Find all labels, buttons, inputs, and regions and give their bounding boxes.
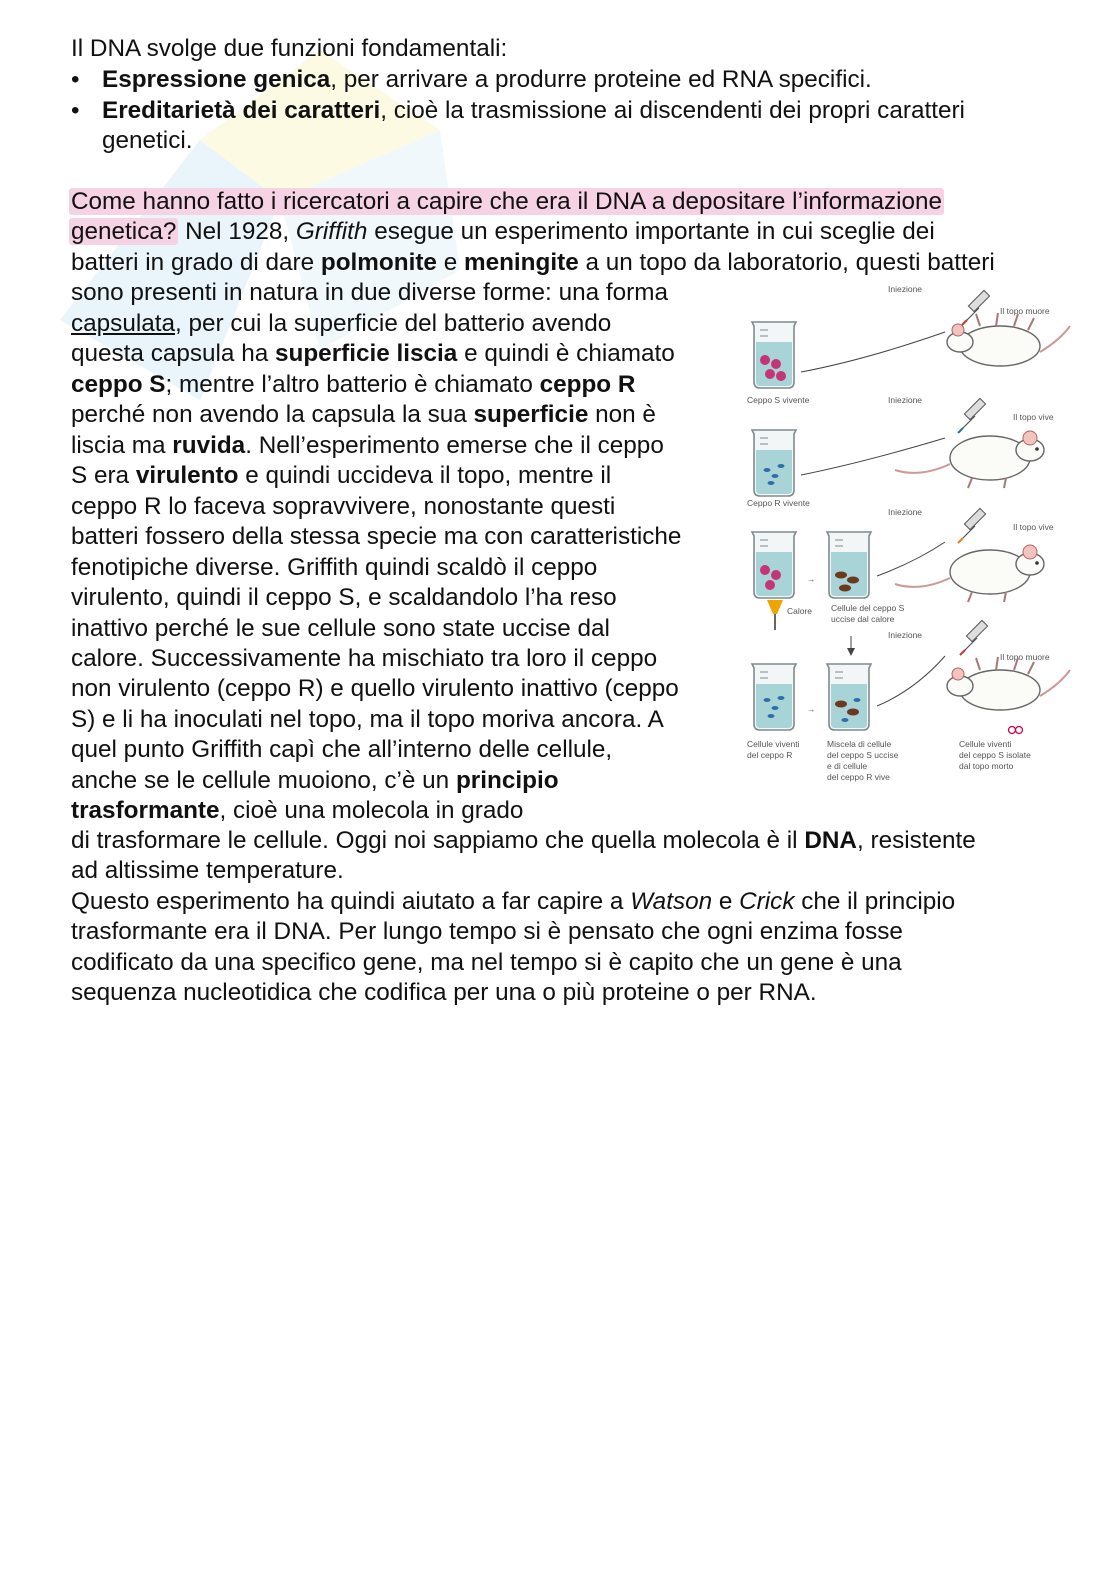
intro-heading: Il DNA svolge due funzioni fondamentali: <box>71 35 508 62</box>
beaker-caption: Miscela di cellule <box>827 739 892 749</box>
beaker-caption: dal topo morto <box>959 761 1014 771</box>
para-line: sequenza nucleotidica che codifica per una o più proteine o per RNA. <box>71 979 817 1006</box>
para-line: di trasformare le cellule. Oggi noi sappiamo che quella molecola è il DNA, resistente <box>71 827 976 854</box>
syringe-icon <box>958 398 986 433</box>
heat-label: Calore <box>787 606 813 616</box>
dead-mouse-icon <box>947 657 1070 710</box>
para-line: batteri in grado di dare polmonite e meningite a un topo da laboratorio, questi batteri <box>71 249 995 276</box>
syringe-icon <box>958 508 986 543</box>
para-line: codificato da una specifico gene, ma nel tempo si è capito che un gene è una <box>71 949 902 976</box>
para-line: questa capsula ha superficie liscia e quindi è chiamato <box>71 340 675 367</box>
bold-term: Ereditarietà dei caratteri <box>102 97 381 124</box>
injection-label: Iniezione <box>888 395 923 405</box>
para-line: S era virulento e quindi uccideva il topo, mentre il <box>71 462 612 489</box>
result-label: Il topo muore <box>1000 306 1050 316</box>
para-line: capsulata, per cui la superficie del batterio avendo <box>71 310 612 337</box>
para-line: Questo esperimento ha quindi aiutato a far capire a Watson e Crick che il principio <box>71 888 956 915</box>
beaker-caption: del ceppo R vive <box>827 772 890 782</box>
bold-term: Espressione genica <box>102 66 331 93</box>
para-line: genetica? Nel 1928, Griffith esegue un esperimento importante in cui sceglie dei <box>71 218 935 245</box>
para-line: virulento, quindi il ceppo S, e scaldandolo l’ha reso <box>71 584 617 611</box>
beaker-caption: del ceppo S isolate <box>959 750 1031 760</box>
italic-name: Crick <box>739 888 795 915</box>
para-line: fenotipiche diverse. Griffith quindi scaldò il ceppo <box>71 554 598 581</box>
para-line: non virulento (ceppo R) e quello virulento inattivo (ceppo <box>71 675 679 702</box>
bullet-item-2: Ereditarietà dei caratteri, cioè la trasmissione ai discendenti dei propri caratteri <box>102 97 965 124</box>
underlined-term: capsulata <box>71 310 176 337</box>
beaker-caption: del ceppo R <box>747 750 793 760</box>
beaker-caption: Cellule viventi <box>959 739 1012 749</box>
highlighted-question: genetica? <box>71 218 177 245</box>
beaker-caption: uccise dal calore <box>831 614 895 624</box>
para-line: anche se le cellule muoiono, c’è un principio <box>71 767 559 794</box>
result-label: Il topo vive <box>1013 522 1054 532</box>
para-line: inattivo perché le sue cellule sono state uccise dal <box>71 615 610 642</box>
heat-flame-icon <box>767 600 783 614</box>
italic-name: Watson <box>630 888 713 915</box>
injection-label: Iniezione <box>888 507 923 517</box>
beaker-caption: Cellule del ceppo S <box>831 603 905 613</box>
para-line: perché non avendo la capsula la sua superficie non è <box>71 401 656 428</box>
beaker-caption: Ceppo R vivente <box>747 498 810 508</box>
result-label: Il topo muore <box>1000 652 1050 662</box>
para-line: liscia ma ruvida. Nell’esperimento emerse che il ceppo <box>71 432 664 459</box>
para-line: trasformante era il DNA. Per lungo tempo si è pensato che ogni enzima fosse <box>71 918 903 945</box>
para-line: sono presenti in natura in due diverse forme: una forma <box>71 279 668 306</box>
para-line: ceppo S; mentre l’altro batterio è chiamato ceppo R <box>71 371 636 398</box>
para-line: ceppo R lo faceva sopravvivere, nonostante questi <box>71 493 616 520</box>
bullet-marker: • <box>71 66 80 93</box>
para-line: S) e li ha inoculati nel topo, ma il topo moriva ancora. A <box>71 706 664 733</box>
para-line: batteri fossero della stessa specie ma con caratteristiche <box>71 523 682 550</box>
result-label: Il topo vive <box>1013 412 1054 422</box>
bullet-item-1: Espressione genica, per arrivare a produrre proteine ed RNA specifici. <box>102 66 872 93</box>
highlighted-question: Come hanno fatto i ricercatori a capire che era il DNA a depositare l’informazione <box>71 188 943 215</box>
arrow: → <box>807 704 816 714</box>
arrow: → <box>807 574 816 584</box>
italic-name: Griffith <box>295 218 368 245</box>
para-line: ad altissime temperature. <box>71 857 344 884</box>
beaker-caption: Cellule viventi <box>747 739 800 749</box>
mouse-icon <box>895 545 1044 602</box>
bullet-item-2-cont: genetici. <box>102 127 193 154</box>
beaker-caption: Ceppo S vivente <box>747 395 810 405</box>
injection-label: Iniezione <box>888 630 923 640</box>
syringe-icon <box>962 290 990 325</box>
beaker-caption: e di cellule <box>827 761 868 771</box>
syringe-icon <box>960 620 988 655</box>
para-line: calore. Successivamente ha mischiato tra loro il ceppo <box>71 645 658 672</box>
griffith-experiment-figure <box>745 280 1080 792</box>
bullet-marker: • <box>71 97 80 124</box>
mouse-icon <box>895 431 1044 488</box>
para-line: quel punto Griffith capì che all’interno delle cellule, <box>71 736 613 763</box>
para-line <box>71 187 944 218</box>
injection-label: Iniezione <box>888 284 923 294</box>
beaker-caption: del ceppo S uccise <box>827 750 899 760</box>
para-line: trasformante, cioè una molecola in grado <box>71 797 524 824</box>
